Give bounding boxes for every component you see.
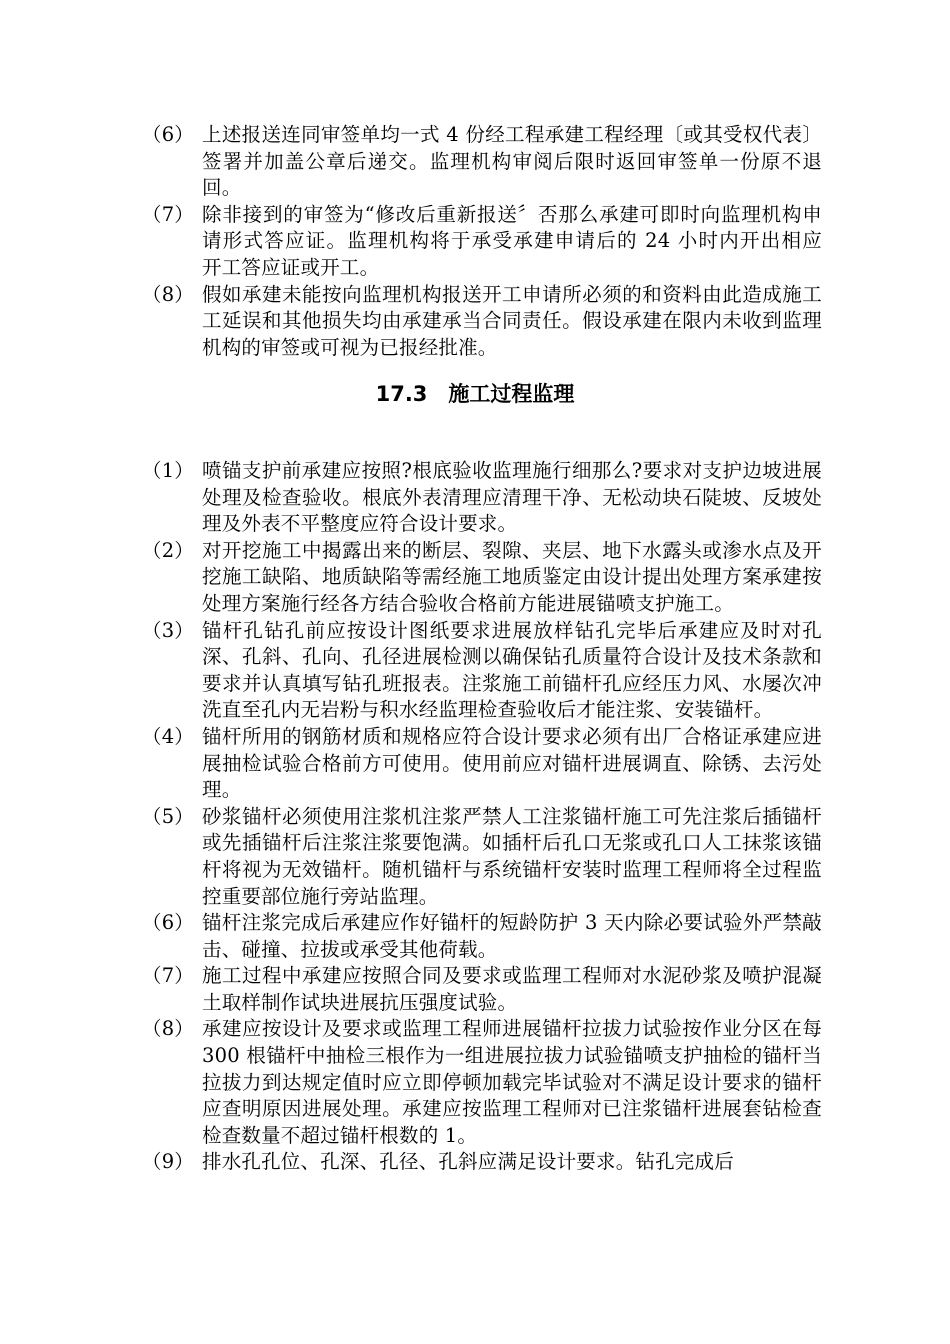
item-text: 排水孔孔位、孔深、孔径、孔斜应满足设计要求。钻孔完成后 <box>202 1150 734 1174</box>
item-number: （5） <box>142 804 195 828</box>
list-item <box>142 122 822 202</box>
list-item <box>142 618 822 724</box>
item-text: 锚杆孔钻孔前应按设计图纸要求进展放样钻孔完毕后承建应及时对孔深、孔斜、孔向、孔径进展检测以确保钻孔质量符合设计及技术条款和要求并认真填写钻孔班报表。注浆施工前锚杆孔应经压力风、水屡次冲洗直至孔内无岩粉与积水经监理检查验收后才能注浆、安装锚杆。 <box>202 618 822 722</box>
list-item <box>142 1149 822 1176</box>
item-number: （8） <box>142 1017 195 1041</box>
item-text: 除非接到的审签为“修改后重新报送〞否那么承建可即时向监理机构申请形式答应证。监理机构将于承受承建申请后的 24 小时内开出相应 开工答应证或开工。 <box>202 202 842 279</box>
section-heading: 17.3 施工过程监理 <box>375 382 575 406</box>
item-text: 上述报送连同审签单均一式 4 份经工程承建工程经理〔或其受权代表〕签署并加盖公章后递交。监理机构审阅后限时返回审签单一份原不退回。 <box>202 123 822 200</box>
item-text: 施工过程中承建应按照合同及要求或监理工程师对水泥砂浆及喷护混凝土取样制作试块进展抗压强度试验。 <box>202 964 822 1014</box>
item-number: （4） <box>142 724 195 748</box>
item-number: （8） <box>142 282 195 306</box>
list-item <box>142 458 822 538</box>
list-item <box>142 1016 822 1149</box>
item-text: 喷锚支护前承建应按照?根底验收监理施行细那么?要求对支护边坡进展处理及检查验收。根底外表清理应清理干净、无松动块石陡坡、反坡处理及外表不平整度应符合设计要求。 <box>202 459 822 536</box>
item-number: （7） <box>142 964 195 988</box>
item-number: （6） <box>142 911 195 935</box>
item-text: 假如承建未能按向监理机构报送开工申请所必须的和资料由此造成施工工延误和其他损失均由承建承当合同责任。假设承建在限内未收到监理机构的审签或可视为已报经批准。 <box>202 282 822 359</box>
item-number: （1） <box>142 459 195 482</box>
item-text: 承建应按设计及要求或监理工程师进展锚杆拉拔力试验按作业分区在每 300 根锚杆中抽检三根作为一组进展拉拔力试验锚喷支护抽检的锚杆当拉拔力到达规定值时应立即停顿加载完毕试验对不满足设计要求的锚杆应查明原因进展处理。承建应按监理工程师对已注浆锚杆进展套钻检查检查数量不超过锚杆根数的 1。 <box>202 1017 822 1147</box>
item-number: （7） <box>142 202 195 226</box>
item-number: （3） <box>142 618 195 642</box>
list-item <box>142 804 822 910</box>
item-text: 锚杆注浆完成后承建应作好锚杆的短龄防护 3 天内除必要试验外严禁敲击、碰撞、拉拔或承受其他荷载。 <box>202 911 822 961</box>
list-item <box>142 202 842 282</box>
top-item-list <box>142 122 842 361</box>
item-text: 对开挖施工中揭露出来的断层、裂隙、夹层、地下水露头或渗水点及开挖施工缺陷、地质缺陷等需经施工地质鉴定由设计提出处理方案承建按处理方案施行经各方结合验收合格前方能进展锚喷支护施工。 <box>202 538 822 615</box>
item-number: （2） <box>142 538 195 562</box>
list-item <box>142 282 822 362</box>
item-text: 锚杆所用的钢筋材质和规格应符合设计要求必须有出厂合格证承建应进展抽检试验合格前方可使用。使用前应对锚杆进展调直、除锈、去污处理。 <box>202 724 822 802</box>
item-number: （9） <box>142 1150 195 1174</box>
list-item <box>142 963 822 1016</box>
list-item <box>142 538 822 618</box>
item-list <box>142 458 822 1176</box>
list-item <box>142 724 822 804</box>
item-number: （6） <box>142 123 195 146</box>
item-text: 砂浆锚杆必须使用注浆机注浆严禁人工注浆锚杆施工可先注浆后插锚杆或先插锚杆后注浆注浆要饱满。如插杆后孔口无浆或孔口人工抹浆该锚杆将视为无效锚杆。随机锚杆与系统锚杆安装时监理工程师将全过程监控重要部位施行旁站监理。 <box>202 804 822 908</box>
list-item <box>142 910 822 963</box>
